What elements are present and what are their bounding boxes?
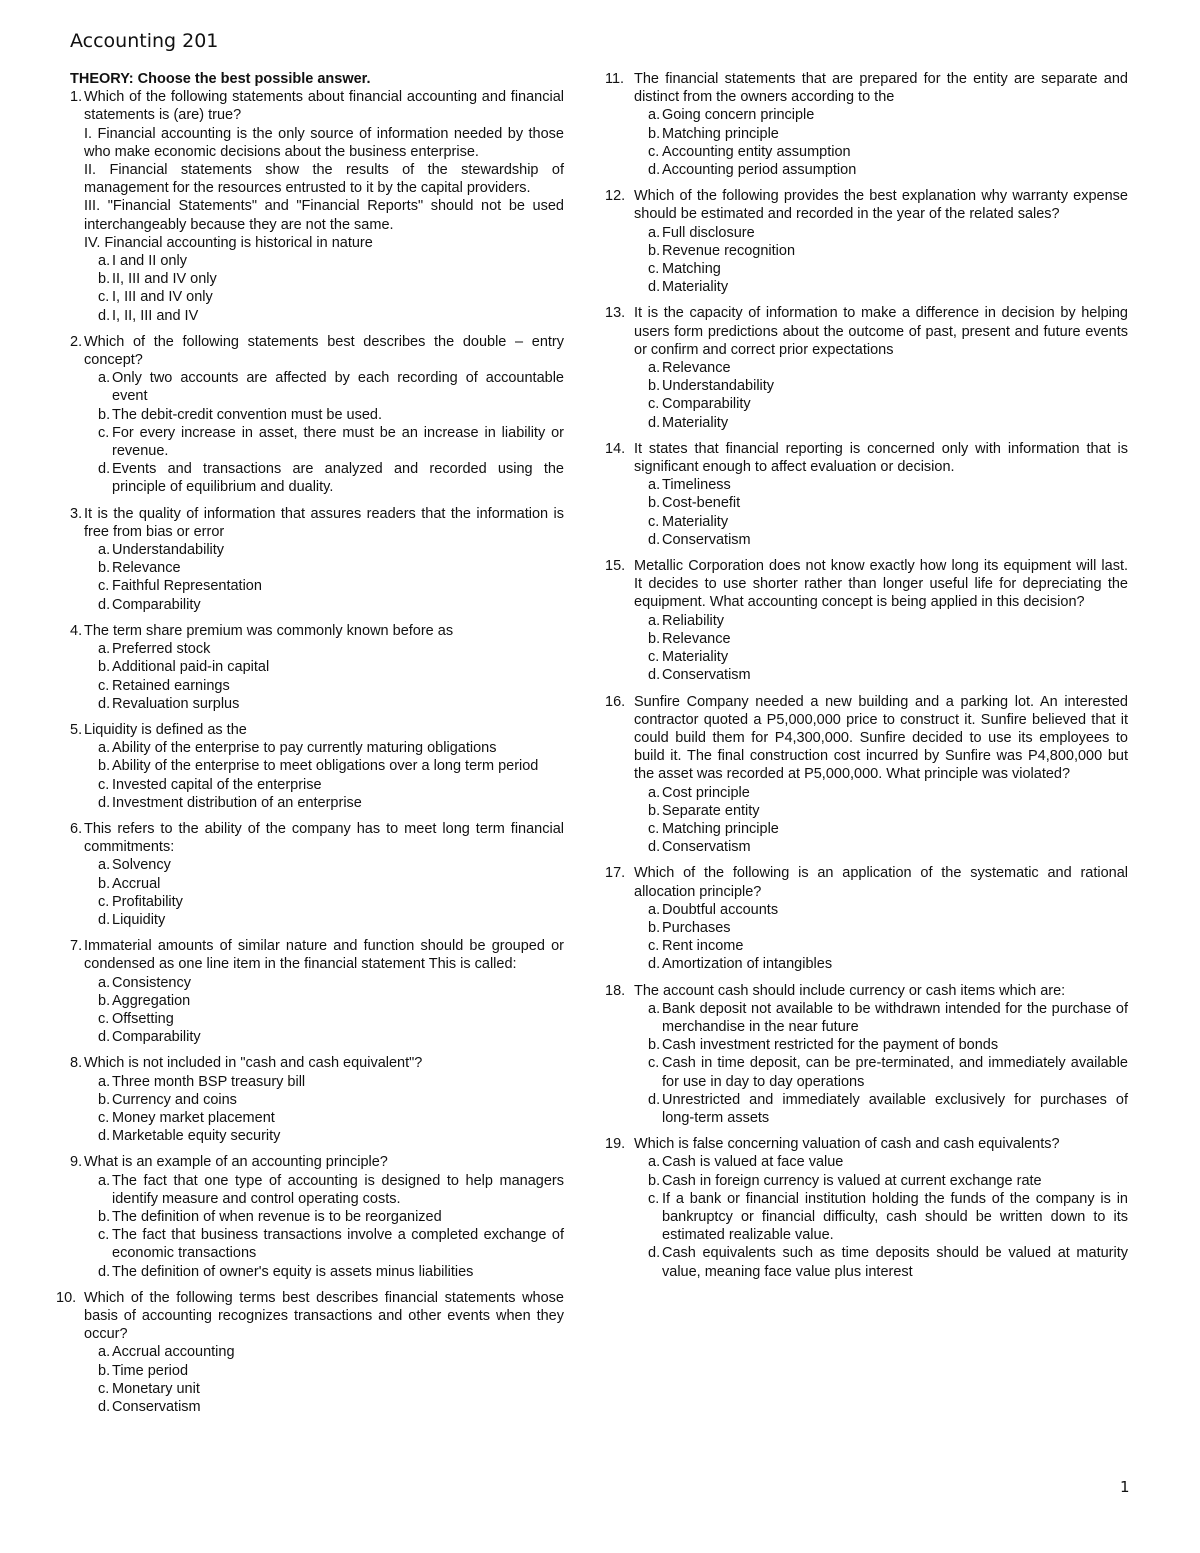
option-text: Rent income bbox=[662, 938, 744, 955]
option-text: Solvency bbox=[112, 857, 171, 874]
option-text: The definition of owner's equity is assets minus liabilities bbox=[112, 1263, 474, 1280]
answer-option bbox=[648, 494, 1128, 512]
theory-heading: THEORY: Choose the best possible answer. bbox=[70, 71, 371, 87]
answer-option bbox=[98, 424, 564, 460]
question-stem: It states that financial reporting is concerned only with information that is significant enough to affect evaluation or decision. bbox=[634, 440, 1128, 476]
question-stem: Liquidity is defined as the bbox=[84, 721, 247, 738]
answer-option bbox=[648, 531, 1128, 549]
option-letter: b. bbox=[98, 1208, 111, 1225]
question-number: 8. bbox=[70, 1055, 83, 1072]
option-text: Events and transactions are analyzed and recorded using the principle of equilibrium and duality. bbox=[112, 461, 564, 496]
question-item bbox=[70, 937, 564, 1046]
question-number: 15. bbox=[605, 558, 626, 575]
question-item bbox=[70, 333, 564, 497]
question-stem: This refers to the ability of the company has to meet long term financial commitments: bbox=[84, 820, 564, 856]
answer-option bbox=[648, 414, 1128, 432]
option-letter: d. bbox=[648, 531, 661, 548]
option-letter: c. bbox=[648, 1055, 660, 1072]
option-text: Comparability bbox=[112, 596, 201, 613]
option-text: Money market placement bbox=[112, 1109, 275, 1126]
option-text: For every increase in asset, there must be an increase in liability or revenue. bbox=[112, 424, 564, 460]
answer-option bbox=[98, 596, 564, 614]
answer-option bbox=[98, 1010, 564, 1028]
answer-option bbox=[98, 288, 564, 306]
option-text: Full disclosure bbox=[662, 224, 755, 241]
question-number: 6. bbox=[70, 820, 83, 837]
question-item bbox=[605, 304, 1128, 431]
option-text: Three month BSP treasury bill bbox=[112, 1073, 306, 1090]
option-letter: d. bbox=[648, 667, 661, 684]
answer-option bbox=[98, 658, 564, 676]
option-text: Accounting period assumption bbox=[662, 162, 857, 179]
answer-option bbox=[648, 161, 1128, 179]
option-text: Materiality bbox=[662, 649, 729, 666]
answer-option bbox=[648, 278, 1128, 296]
option-text: Retained earnings bbox=[112, 677, 230, 694]
option-letter: b. bbox=[648, 495, 661, 512]
question-stem: The account cash should include currency or cash items which are: bbox=[634, 982, 1066, 999]
option-letter: c. bbox=[648, 1190, 660, 1207]
option-letter: c. bbox=[98, 893, 110, 910]
option-letter: d. bbox=[98, 1399, 111, 1416]
answer-option bbox=[648, 820, 1128, 838]
option-letter: b. bbox=[648, 1172, 661, 1189]
question-item bbox=[70, 505, 564, 614]
option-text: Understandability bbox=[112, 542, 225, 559]
option-letter: a. bbox=[98, 370, 111, 387]
question-item bbox=[70, 1054, 564, 1145]
option-letter: b. bbox=[98, 406, 111, 423]
answer-option bbox=[98, 640, 564, 658]
option-text: I, II, III and IV bbox=[112, 307, 199, 324]
question-stem: Which of the following provides the best explanation why warranty expense should be estimated and recorded in the year of the related sales? bbox=[634, 188, 1128, 223]
option-letter: a. bbox=[98, 542, 111, 559]
option-letter: c. bbox=[98, 677, 110, 694]
option-letter: b. bbox=[98, 875, 111, 892]
answer-option bbox=[98, 1263, 564, 1281]
answer-option bbox=[648, 838, 1128, 856]
option-text: Comparability bbox=[112, 1029, 201, 1046]
option-text: Relevance bbox=[662, 630, 731, 647]
question-stem: Which is false concerning valuation of cash and cash equivalents? bbox=[634, 1136, 1060, 1153]
answer-option bbox=[98, 893, 564, 911]
option-letter: d. bbox=[648, 414, 661, 431]
option-text: Matching principle bbox=[662, 820, 779, 837]
answer-option bbox=[98, 695, 564, 713]
option-letter: a. bbox=[98, 1073, 111, 1090]
option-letter: c. bbox=[98, 424, 110, 441]
question-number: 3. bbox=[70, 505, 83, 522]
option-text: Conservatism bbox=[662, 839, 751, 856]
option-letter: b. bbox=[648, 630, 661, 647]
answer-option bbox=[98, 757, 564, 775]
option-letter: d. bbox=[648, 1091, 661, 1108]
answer-option bbox=[648, 784, 1128, 802]
question-number: 5. bbox=[70, 721, 83, 738]
option-letter: a. bbox=[98, 1172, 111, 1189]
option-text: Faithful Representation bbox=[112, 578, 262, 595]
option-letter: b. bbox=[648, 802, 661, 819]
option-letter: a. bbox=[98, 641, 111, 658]
option-text: Cash in foreign currency is valued at current exchange rate bbox=[662, 1172, 1042, 1189]
option-letter: c. bbox=[98, 1010, 110, 1027]
option-text: Relevance bbox=[112, 560, 181, 577]
option-text: Matching bbox=[662, 261, 721, 278]
option-text: Reliability bbox=[662, 612, 725, 629]
option-text: Cost-benefit bbox=[662, 495, 741, 512]
answer-option bbox=[98, 677, 564, 695]
option-text: Conservatism bbox=[112, 1399, 201, 1416]
option-letter: c. bbox=[648, 513, 660, 530]
question-number: 16. bbox=[605, 693, 626, 710]
answer-option bbox=[648, 106, 1128, 124]
question-number: 1. bbox=[70, 89, 83, 106]
option-letter: c. bbox=[648, 820, 660, 837]
option-letter: b. bbox=[98, 1091, 111, 1108]
page-number: 1 bbox=[1120, 1478, 1130, 1496]
question-stem: Which is not included in "cash and cash equivalent"? bbox=[84, 1055, 423, 1072]
option-text: Understandability bbox=[662, 378, 775, 395]
option-letter: a. bbox=[98, 857, 111, 874]
question-number: 10. bbox=[56, 1289, 77, 1306]
option-text: Cash in time deposit, can be pre-terminated, and immediately available for use in day to day operations bbox=[662, 1055, 1128, 1090]
option-letter: a. bbox=[648, 901, 661, 918]
option-letter: c. bbox=[648, 938, 660, 955]
option-letter: b. bbox=[648, 919, 661, 936]
option-letter: c. bbox=[648, 261, 660, 278]
question-number: 18. bbox=[605, 982, 626, 999]
question-stem: Sunfire Company needed a new building and a parking lot. An interested contractor quoted a P5,000,000 price to construct it. Sunfire believed that it could build them for P4,300,000. Sunfire decided to use its employees to build it. The final construction cost incurred by Sunfire was P4,800,000 but the asset was recorded at P5,000,000. What principle was violated? bbox=[634, 693, 1128, 783]
option-text: Materiality bbox=[662, 414, 729, 431]
option-text: Timeliness bbox=[662, 477, 731, 494]
question-number: 2. bbox=[70, 333, 83, 350]
option-letter: c. bbox=[648, 649, 660, 666]
answer-option bbox=[98, 1343, 564, 1361]
question-item bbox=[605, 440, 1128, 549]
answer-option bbox=[648, 1244, 1128, 1280]
answer-option bbox=[648, 919, 1128, 937]
option-text: Profitability bbox=[112, 893, 183, 910]
question-item bbox=[605, 693, 1128, 857]
option-text: Aggregation bbox=[112, 992, 191, 1009]
answer-option bbox=[648, 802, 1128, 820]
answer-option bbox=[98, 460, 564, 496]
answer-option bbox=[648, 1000, 1128, 1036]
option-text: The definition of when revenue is to be reorganized bbox=[112, 1208, 442, 1225]
answer-option bbox=[648, 648, 1128, 666]
option-letter: d. bbox=[648, 279, 661, 296]
question-stem: It is the capacity of information to make a difference in decision by helping users form predictions about the outcome of past, present and future events or confirm and correct prior expectations bbox=[634, 305, 1128, 358]
option-text: Revenue recognition bbox=[662, 242, 796, 259]
option-letter: a. bbox=[648, 784, 661, 801]
answer-option bbox=[648, 377, 1128, 395]
option-letter: d. bbox=[98, 1128, 111, 1145]
option-letter: d. bbox=[98, 794, 111, 811]
answer-option bbox=[98, 406, 564, 424]
answer-option bbox=[98, 1109, 564, 1127]
answer-option bbox=[98, 776, 564, 794]
document-title: Accounting 201 bbox=[70, 30, 219, 52]
question-stem: Which of the following statements best describes the double – entry concept? bbox=[84, 333, 564, 369]
answer-option bbox=[98, 1172, 564, 1208]
answer-option bbox=[98, 307, 564, 325]
option-text: Comparability bbox=[662, 396, 751, 413]
option-text: If a bank or financial institution holding the funds of the company is in bankruptcy or financial difficulty, cash should be written down to its estimated realizable value. bbox=[662, 1190, 1128, 1244]
question-number: 13. bbox=[605, 305, 626, 322]
option-letter: d. bbox=[98, 1263, 111, 1280]
question-number: 4. bbox=[70, 622, 83, 639]
option-letter: d. bbox=[648, 956, 661, 973]
option-letter: a. bbox=[98, 253, 111, 270]
answer-option bbox=[98, 794, 564, 812]
option-text: Ability of the enterprise to pay currently maturing obligations bbox=[112, 740, 497, 757]
answer-option bbox=[648, 612, 1128, 630]
option-letter: a. bbox=[648, 360, 661, 377]
option-letter: d. bbox=[98, 911, 111, 928]
option-text: I and II only bbox=[112, 253, 187, 270]
answer-option bbox=[98, 974, 564, 992]
answer-option bbox=[98, 369, 564, 405]
question-item bbox=[70, 1153, 564, 1280]
answer-option bbox=[648, 955, 1128, 973]
option-letter: a. bbox=[98, 1344, 111, 1361]
answer-option bbox=[98, 992, 564, 1010]
option-text: Preferred stock bbox=[112, 641, 211, 658]
option-letter: d. bbox=[98, 307, 111, 324]
answer-option bbox=[98, 559, 564, 577]
option-text: Relevance bbox=[662, 360, 731, 377]
option-text: Amortization of intangibles bbox=[662, 956, 833, 973]
answer-option bbox=[648, 937, 1128, 955]
option-text: Monetary unit bbox=[112, 1380, 200, 1397]
answer-option bbox=[648, 143, 1128, 161]
option-text: II, III and IV only bbox=[112, 271, 217, 288]
answer-option bbox=[98, 541, 564, 559]
option-letter: c. bbox=[648, 396, 660, 413]
option-text: Time period bbox=[112, 1362, 189, 1379]
option-letter: a. bbox=[648, 477, 661, 494]
answer-option bbox=[648, 395, 1128, 413]
option-text: Separate entity bbox=[662, 802, 760, 819]
option-letter: b. bbox=[648, 242, 661, 259]
question-statement: III. "Financial Statements" and "Financial Reports" should not be used interchangeably because they are not the same. bbox=[84, 198, 564, 233]
option-text: Marketable equity security bbox=[112, 1128, 281, 1145]
option-letter: c. bbox=[98, 1380, 110, 1397]
option-letter: b. bbox=[98, 659, 111, 676]
answer-option bbox=[648, 1153, 1128, 1171]
option-letter: a. bbox=[648, 1000, 661, 1017]
option-text: Cash is valued at face value bbox=[662, 1154, 844, 1171]
answer-option bbox=[648, 359, 1128, 377]
option-text: Revaluation surplus bbox=[112, 695, 240, 712]
option-letter: a. bbox=[648, 612, 661, 629]
answer-option bbox=[648, 224, 1128, 242]
answer-option bbox=[648, 1036, 1128, 1054]
option-text: Offsetting bbox=[112, 1010, 174, 1027]
question-stem: The term share premium was commonly known before as bbox=[84, 622, 454, 639]
option-text: Going concern principle bbox=[662, 107, 815, 124]
answer-option bbox=[648, 1190, 1128, 1245]
answer-option bbox=[98, 252, 564, 270]
answer-option bbox=[98, 1226, 564, 1262]
question-item bbox=[56, 1289, 564, 1416]
question-number: 9. bbox=[70, 1154, 83, 1171]
answer-option bbox=[648, 125, 1128, 143]
question-item bbox=[605, 557, 1128, 684]
option-letter: b. bbox=[648, 125, 661, 142]
option-text: Bank deposit not available to be withdrawn intended for the purchase of merchandise in the near future bbox=[662, 1000, 1128, 1035]
right-question-list bbox=[605, 70, 1128, 1281]
option-text: Conservatism bbox=[662, 531, 751, 548]
question-statement: IV. Financial accounting is historical in nature bbox=[84, 234, 373, 251]
answer-option bbox=[648, 1054, 1128, 1090]
option-text: Consistency bbox=[112, 974, 191, 991]
question-stem: It is the quality of information that assures readers that the information is free from bias or error bbox=[84, 505, 564, 540]
left-column bbox=[56, 70, 564, 1424]
answer-option bbox=[98, 1073, 564, 1091]
option-text: Accrual accounting bbox=[112, 1344, 235, 1361]
option-letter: d. bbox=[648, 162, 661, 179]
option-text: Invested capital of the enterprise bbox=[112, 776, 322, 793]
answer-option bbox=[98, 911, 564, 929]
answer-option bbox=[98, 1127, 564, 1145]
answer-option bbox=[648, 1091, 1128, 1127]
answer-option bbox=[648, 901, 1128, 919]
option-text: I, III and IV only bbox=[112, 289, 213, 306]
answer-option bbox=[648, 630, 1128, 648]
option-letter: c. bbox=[648, 143, 660, 160]
question-item bbox=[70, 88, 564, 325]
question-statement: II. Financial statements show the results of the stewardship of management for the resources entrusted to it by the capital providers. bbox=[84, 162, 564, 197]
answer-option bbox=[98, 875, 564, 893]
question-number: 17. bbox=[605, 865, 626, 882]
option-text: Purchases bbox=[662, 919, 731, 936]
answer-option bbox=[648, 513, 1128, 531]
option-letter: b. bbox=[98, 271, 111, 288]
question-number: 19. bbox=[605, 1136, 626, 1153]
option-text: Cost principle bbox=[662, 784, 750, 801]
answer-option bbox=[98, 1208, 564, 1226]
answer-option bbox=[98, 270, 564, 288]
question-item bbox=[70, 622, 564, 713]
question-stem: The financial statements that are prepared for the entity are separate and distinct from the owners according to the bbox=[634, 71, 1128, 106]
question-item bbox=[70, 820, 564, 929]
question-stem: Immaterial amounts of similar nature and function should be grouped or condensed as one line item in the financial statement This is called: bbox=[84, 938, 564, 973]
answer-option bbox=[98, 1398, 564, 1416]
option-text: Matching principle bbox=[662, 125, 779, 142]
option-letter: d. bbox=[98, 596, 111, 613]
answer-option bbox=[648, 476, 1128, 494]
option-text: Materiality bbox=[662, 279, 729, 296]
question-number: 11. bbox=[605, 71, 625, 87]
option-letter: a. bbox=[98, 974, 111, 991]
option-letter: b. bbox=[98, 1362, 111, 1379]
option-letter: d. bbox=[648, 1245, 661, 1262]
question-stem: What is an example of an accounting principle? bbox=[84, 1154, 388, 1171]
answer-option bbox=[98, 1362, 564, 1380]
option-text: Additional paid-in capital bbox=[112, 659, 270, 676]
answer-option bbox=[648, 260, 1128, 278]
option-letter: b. bbox=[648, 1037, 661, 1054]
option-text: The fact that business transactions involve a completed exchange of economic transactions bbox=[112, 1227, 564, 1262]
answer-option bbox=[648, 242, 1128, 260]
option-letter: a. bbox=[648, 107, 661, 124]
question-number: 14. bbox=[605, 440, 626, 457]
option-text: The fact that one type of accounting is designed to help managers identify measure and control operating costs. bbox=[112, 1172, 564, 1207]
right-column bbox=[605, 70, 1128, 1289]
option-text: Materiality bbox=[662, 513, 729, 530]
option-text: Liquidity bbox=[112, 911, 166, 928]
answer-option bbox=[648, 1172, 1128, 1190]
option-letter: d. bbox=[648, 839, 661, 856]
answer-option bbox=[98, 739, 564, 757]
option-letter: b. bbox=[98, 992, 111, 1009]
question-stem: Which of the following statements about financial accounting and financial statements is (are) true? bbox=[84, 89, 564, 124]
question-stem: Metallic Corporation does not know exactly how long its equipment will last. It decides to use shorter rather than longer useful life for depreciating the equipment. What accounting concept is being applied in this decision? bbox=[634, 558, 1128, 611]
question-stem: Which of the following is an application of the systematic and rational allocation principle? bbox=[634, 865, 1128, 900]
option-text: The debit-credit convention must be used. bbox=[112, 406, 383, 423]
question-number: 12. bbox=[605, 188, 626, 205]
option-text: Currency and coins bbox=[112, 1091, 237, 1108]
answer-option bbox=[648, 666, 1128, 684]
answer-option bbox=[98, 856, 564, 874]
answer-option bbox=[98, 1028, 564, 1046]
question-statement: I. Financial accounting is the only source of information needed by those who make economic decisions about the business enterprise. bbox=[84, 125, 564, 160]
left-question-list bbox=[56, 88, 564, 1416]
question-item bbox=[605, 864, 1128, 973]
option-text: Accounting entity assumption bbox=[662, 143, 851, 160]
option-text: Conservatism bbox=[662, 667, 751, 684]
answer-option bbox=[98, 577, 564, 595]
option-letter: c. bbox=[98, 1227, 110, 1244]
option-letter: d. bbox=[98, 1029, 111, 1046]
question-item bbox=[605, 982, 1128, 1128]
answer-option bbox=[98, 1380, 564, 1398]
option-letter: b. bbox=[98, 758, 111, 775]
option-text: Unrestricted and immediately available exclusively for purchases of long-term assets bbox=[662, 1091, 1128, 1126]
option-letter: d. bbox=[98, 461, 111, 478]
option-letter: a. bbox=[98, 740, 111, 757]
answer-option bbox=[98, 1091, 564, 1109]
option-letter: c. bbox=[98, 1109, 110, 1126]
option-letter: b. bbox=[98, 560, 111, 577]
question-item bbox=[605, 70, 1128, 179]
option-text: Cash investment restricted for the payment of bonds bbox=[662, 1037, 999, 1054]
option-letter: c. bbox=[98, 289, 110, 306]
option-letter: a. bbox=[648, 1154, 661, 1171]
question-item bbox=[605, 1135, 1128, 1281]
option-letter: b. bbox=[648, 378, 661, 395]
option-text: Only two accounts are affected by each recording of accountable event bbox=[112, 370, 564, 405]
option-letter: a. bbox=[648, 224, 661, 241]
option-text: Investment distribution of an enterprise bbox=[112, 794, 362, 811]
option-letter: c. bbox=[98, 578, 110, 595]
question-stem: Which of the following terms best describes financial statements whose basis of accounting recognizes transactions and other events when they occur? bbox=[84, 1289, 564, 1343]
option-text: Accrual bbox=[112, 875, 161, 892]
option-text: Ability of the enterprise to meet obligations over a long term period bbox=[112, 758, 539, 775]
option-text: Cash equivalents such as time deposits should be valued at maturity value, meaning face value plus interest bbox=[662, 1245, 1128, 1280]
option-letter: d. bbox=[98, 695, 111, 712]
question-item bbox=[70, 721, 564, 812]
option-text: Doubtful accounts bbox=[662, 901, 779, 918]
question-item bbox=[605, 187, 1128, 296]
question-number: 7. bbox=[70, 938, 83, 955]
option-letter: c. bbox=[98, 776, 110, 793]
